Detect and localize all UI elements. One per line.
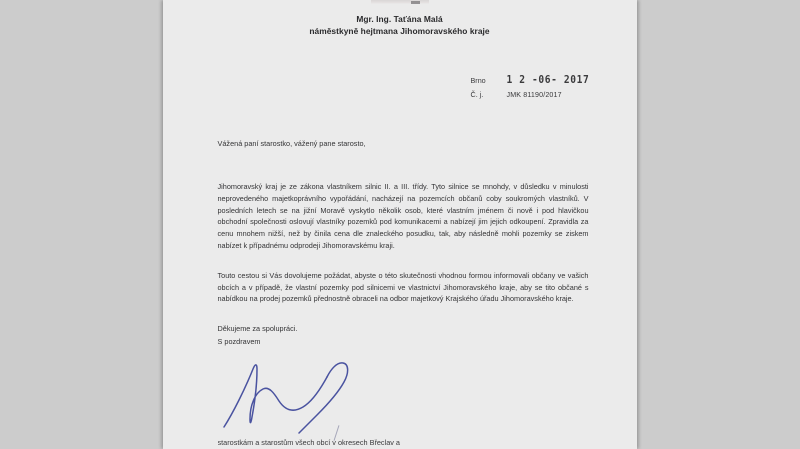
reference-label: Č. j. <box>470 89 484 99</box>
document-page <box>163 0 637 449</box>
meta-row-reference <box>471 89 590 101</box>
closing-regards: S pozdravem <box>217 337 261 347</box>
sender-block <box>163 0 637 37</box>
place-label: Brno <box>470 76 486 85</box>
signature-image <box>219 355 379 435</box>
body-paragraph-1: Jihomoravský kraj je ze zákona vlastníkem silnic II. a III. třídy. Tyto silnice se mnohdy, v důsledku v minulosti neprovedeného majetkoprávního vypořádání, nacházejí na pozemcích občanů coby soukromých vlastníků. V posledních letech se na jižní Moravě vyskytlo několik osob, které vlastním jménem či nově i pod hlavičkou obchodní společnosti oslovují vlastníky pozemků pod komunikacemi a nabízejí jim jejich odkoupení. Zpravidla za cenu mnohem nižší, než by činila cena dle znaleckého posudku, tak, aby následně mohli pozemky se ziskem nabízet k případnému odprodeji Jihomoravskému kraji. <box>217 181 589 250</box>
closing-block <box>218 323 589 348</box>
sender-name: Mgr. Ing. Taťána Malá <box>356 14 443 24</box>
recipient-line: starostkám a starostům všech obcí v okresech Břeclav a <box>217 438 400 447</box>
document-meta-block <box>471 74 590 101</box>
reference-number: JMK 81190/2017 <box>506 90 562 99</box>
meta-row-place-date <box>471 74 590 89</box>
letter-body <box>218 139 589 349</box>
date-stamp: 1 2 -06- 2017 <box>506 74 590 87</box>
salutation: Vážená paní starostko, vážený pane starosto, <box>217 139 366 148</box>
closing-thanks: Děkujeme za spolupráci. <box>217 324 298 334</box>
body-paragraph-2: Touto cestou si Vás dovolujeme požádat, abyste o této skutečnosti vhodnou formou informovali občany ve vašich obcích a v případě, že vlastní pozemky pod silnicemi ve vlastnictví Jihomoravského kraje, aby se tito občané s nabídkou na prodej pozemků přednostně obraceli na odbor majetkový Krajského úřadu Jihomoravského kraje. <box>217 270 589 304</box>
letterhead-stub-icon <box>371 0 429 4</box>
sender-title: náměstkyně hejtmana Jihomoravského kraje <box>309 26 490 37</box>
